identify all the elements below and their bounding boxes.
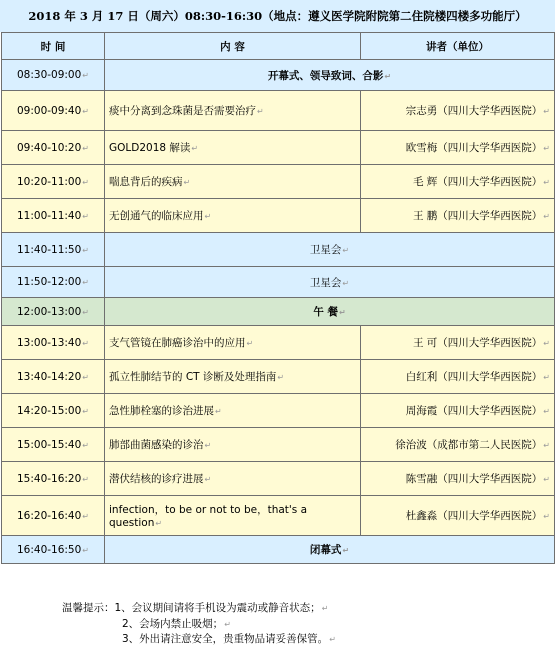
header-row [2,33,555,60]
session-row [2,536,555,564]
time-cell [2,360,105,394]
time-cell [2,326,105,360]
time-text: 15:00-15:40 [16,438,82,451]
paragraph-mark: ↵ [82,474,89,484]
talk-row [2,360,555,394]
paragraph-mark: ↵ [543,107,550,116]
time-cell [2,536,105,564]
paragraph-mark: ↵ [543,178,550,187]
talk-row [2,496,555,536]
time-cell [2,394,105,428]
paragraph-mark: ↵ [204,441,212,450]
session-text: 卫星会 [309,276,342,289]
paragraph-mark: ↵ [82,211,89,221]
time-cell [2,428,105,462]
schedule-table [1,32,555,564]
time-text: 16:40-16:50 [16,543,82,556]
paragraph-mark: ↵ [191,144,199,153]
paragraph-mark: ↵ [204,212,212,221]
time-cell [2,298,105,326]
header-speaker: 讲者（单位） [361,33,555,60]
session-text: 午 餐 [313,306,338,318]
paragraph-mark: ↵ [82,338,89,348]
topic-cell [105,496,361,536]
talk-row [2,326,555,360]
time-text: 16:20-16:40 [16,509,82,522]
paragraph-mark: ↵ [215,407,222,416]
paragraph-mark: ↵ [82,71,89,80]
speaker-cell [361,360,555,394]
session-row [2,60,555,91]
session-row [2,267,555,298]
paragraph-mark: ↵ [329,635,336,644]
talk-row [2,131,555,165]
paragraph-mark: ↵ [82,177,89,187]
paragraph-mark: ↵ [82,278,89,287]
speaker-text: 白红利（四川大学华西医院） [405,371,543,383]
time-cell [2,91,105,131]
topic-text: 支气管镜在肺癌诊治中的应用 [109,337,246,349]
paragraph-mark: ↵ [82,307,89,317]
topic-text: 肺部曲菌感染的诊治 [109,439,204,451]
note-item-3: 3、外出请注意安全，贵重物品请妥善保管。 [122,633,329,645]
note-line-3 [122,631,336,646]
paragraph-mark: ↵ [224,620,231,629]
topic-cell [105,394,361,428]
time-text: 14:20-15:00 [16,404,82,417]
paragraph-mark: ↵ [246,339,254,348]
header-time: 时 间 [2,33,105,60]
time-cell [2,496,105,536]
paragraph-mark: ↵ [384,71,392,81]
time-text: 11:40-11:50 [16,243,82,256]
talk-row [2,165,555,199]
time-text: 13:40-14:20 [16,370,82,383]
paragraph-mark: ↵ [543,441,550,450]
note-item-2: 2、会场内禁止吸烟； [122,618,224,630]
speaker-text: 徐治波（成都市第二人民医院） [395,439,543,451]
talk-row [2,199,555,233]
paragraph-mark: ↵ [82,511,89,521]
time-text: 11:00-11:40 [16,209,82,222]
paragraph-mark: ↵ [82,440,89,450]
time-cell [2,199,105,233]
session-text: 卫星会 [309,244,342,256]
speaker-text: 王 鹏（四川大学华西医院） [412,210,543,222]
topic-text: 急性肺栓塞的诊治进展 [109,405,214,417]
talk-row [2,428,555,462]
time-cell [2,131,105,165]
paragraph-mark: ↵ [543,475,550,484]
topic-text: 潜伏结核的诊疗进展 [109,473,204,485]
topic-cell [105,428,361,462]
topic-text: 痰中分离到念珠菌是否需要治疗 [109,105,256,117]
paragraph-mark: ↵ [82,372,89,382]
topic-cell [105,165,361,199]
talk-row [2,462,555,496]
speaker-text: 毛 辉（四川大学华西医院） [412,176,543,188]
topic-cell [105,326,361,360]
speaker-cell [361,462,555,496]
paragraph-mark: ↵ [543,144,550,153]
speaker-text: 陈雪融（四川大学华西医院） [405,473,543,485]
topic-cell [105,131,361,165]
note-item-1: 1、会议期间请将手机设为震动或静音状态； [114,602,321,614]
paragraph-mark: ↵ [82,545,89,555]
paragraph-mark: ↵ [277,373,285,382]
session-cell [105,60,555,91]
speaker-text: 宗志勇（四川大学华西医院） [405,105,543,117]
time-cell [2,462,105,496]
session-cell [105,298,555,326]
time-text: 08:30-09:00 [16,69,82,81]
paragraph-mark: ↵ [342,546,350,555]
time-cell [2,267,105,298]
topic-text: 无创通气的临床应用 [109,210,204,222]
note-label: 温馨提示： [62,602,115,614]
speaker-cell [361,199,555,233]
paragraph-mark: ↵ [82,406,89,416]
time-cell [2,233,105,267]
session-row [2,298,555,326]
time-text: 15:40-16:20 [16,472,82,485]
paragraph-mark: ↵ [543,212,550,221]
topic-cell [105,462,361,496]
paragraph-mark: ↵ [543,373,550,382]
note-line-2 [122,616,231,631]
speaker-cell [361,394,555,428]
topic-text: 孤立性肺结节的 CT 诊断及处理指南 [109,371,277,383]
speaker-text: 周海霞（四川大学华西医院） [405,405,543,417]
session-cell [105,536,555,564]
topic-cell [105,91,361,131]
paragraph-mark: ↵ [543,512,550,521]
time-text: 10:20-11:00 [16,175,82,188]
paragraph-mark: ↵ [257,107,264,116]
paragraph-mark: ↵ [204,475,212,484]
session-row [2,233,555,267]
topic-cell [105,199,361,233]
speaker-cell [361,428,555,462]
speaker-cell [361,91,555,131]
paragraph-mark: ↵ [183,178,191,187]
time-cell [2,60,105,91]
time-cell [2,165,105,199]
paragraph-mark: ↵ [342,246,350,255]
paragraph-mark: ↵ [543,339,550,348]
time-text: 09:00-09:40 [16,104,82,117]
talk-row [2,91,555,131]
paragraph-mark: ↵ [338,308,346,317]
paragraph-mark: ↵ [82,106,89,116]
speaker-cell [361,326,555,360]
topic-text: GOLD2018 解读 [109,142,191,154]
paragraph-mark: ↵ [321,604,329,613]
note-line-1 [62,600,328,615]
speaker-cell [361,165,555,199]
session-cell [105,267,555,298]
paragraph-mark: ↵ [342,278,350,288]
speaker-cell [361,131,555,165]
talk-row [2,394,555,428]
time-text: 13:00-13:40 [16,336,82,349]
header-content: 内 容 [105,33,361,60]
paragraph-mark: ↵ [543,407,550,416]
session-cell [105,233,555,267]
paragraph-mark: ↵ [82,245,89,255]
session-text: 闭幕式 [309,544,342,556]
speaker-cell [361,496,555,536]
time-text: 11:50-12:00 [16,276,82,288]
time-text: 12:00-13:00 [16,305,82,318]
speaker-text: 欧雪梅（四川大学华西医院） [405,142,543,154]
topic-cell [105,360,361,394]
time-text: 09:40-10:20 [16,141,82,154]
speaker-text: 王 可（四川大学华西医院） [412,337,543,349]
page-title: 2018 年 3 月 17 日（周六）08:30-16:30（地点：遵义医学院附院第二住院楼四楼多功能厅） [0,0,555,32]
paragraph-mark: ↵ [155,519,163,528]
topic-text: infection，to be or not to be，that's a question [109,504,308,529]
topic-text: 喘息背后的疾病 [109,176,183,188]
session-text: 开幕式、领导致词、合影 [267,69,384,82]
speaker-text: 杜鑫淼（四川大学华西医院） [405,510,543,522]
paragraph-mark: ↵ [82,143,89,153]
